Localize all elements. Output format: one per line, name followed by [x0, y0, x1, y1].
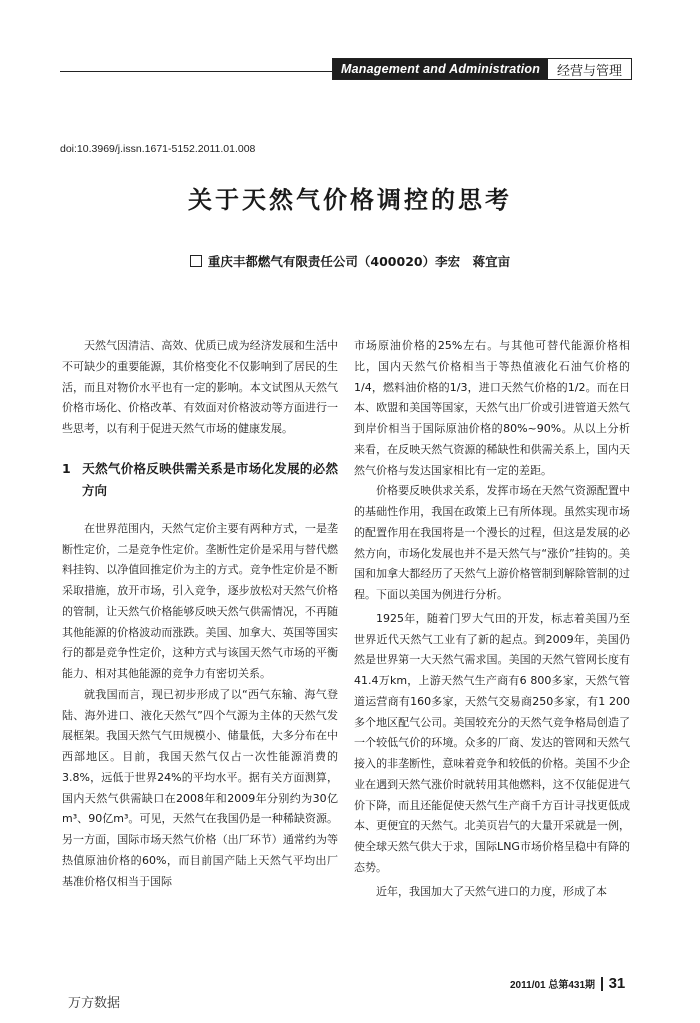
footer-divider	[601, 977, 603, 991]
author-line	[0, 252, 700, 270]
left-column	[62, 336, 338, 892]
abstract-paragraph: 天然气因清洁、高效、优质已成为经济发展和生活中不可缺少的重要能源，其价格变化不仅影响到了居民的生活，而且对物价水平也有一定的影响。本文试图从天然气价格市场化、价格改革、有效面对价格波动等方面进行一些思考，以有利于促进天然气市场的健康发展。	[62, 339, 338, 435]
doi-line: doi:10.3969/j.issn.1671-5152.2011.01.008	[60, 143, 256, 155]
square-bullet-icon	[190, 255, 202, 267]
body-paragraph: 在世界范围内，天然气定价主要有两种方式，一是垄断性定价，二是竞争性定价。垄断性定价是采用与替代燃料挂钩、以净值回推定价为主的方式。竞争性定价是不断采取措施，放开市场，引入竞争，逐步放松对天然气价格的管制，让天然气价格能够反映天然气供需情况，不再随其他能源的价格波动而涨跌。美国、加拿大、英国等国实行的都是竞争性定价，这种方式与该国天然气市场的平衡能力、相对其他能源的竞争力有密切关系。	[62, 521, 338, 680]
body-paragraph: 近年，我国加大了天然气进口的力度，形成了本	[376, 884, 607, 898]
right-column	[354, 336, 630, 902]
issue-label: 2011/01 总第431期	[510, 980, 596, 991]
journal-header	[332, 58, 632, 80]
header-english-label: Management and Administration	[333, 59, 548, 79]
body-paragraph: 1925年，随着门罗大气田的开发，标志着美国乃至世界近代天然气工业有了新的起点。到2009年，美国仍然是世界第一大天然气需求国。美国的天然气管网长度有41.4万km，上游天然气生产商有6 800多家，天然气管道运营商有160多家，天然气交易商250多家，有1 200多个地区配气公司。美国较充分的天然气竞争格局创造了一个较低气价的环境。众多的厂商、发达的管网和天然气接入的非垄断性，意味着竞争和较低的价格。美国不少企业在遇到天然气涨价时就转用其他燃料，这不仅能促进气价下降，而且还能促使天然气生产商千方百计寻找更低成本、更便宜的天然气。北美页岩气的大量开采就是一例，使全球天然气供大于求，国际LNG市场价格呈稳中有降的态势。	[354, 611, 630, 874]
body-paragraph: 价格要反映供求关系，发挥市场在天然气资源配置中的基础性作用，我国在政策上已有所体现。虽然实现市场的配置作用在我国将是一个漫长的过程，但这是发展的必然方向，市场化发展也并不是天然气与“涨价”挂钩的。美国和加拿大都经历了天然气上游价格管制到解除管制的过程。下面以美国为例进行分析。	[354, 484, 630, 601]
header-chinese-label: 经营与管理	[557, 63, 623, 79]
author-text: 重庆丰都燃气有限责任公司（400020）李宏 蒋宜亩	[207, 254, 511, 269]
page-number: 31	[608, 975, 626, 992]
body-paragraph: 就我国而言，现已初步形成了以“西气东输、海气登陆、海外进口、液化天然气”四个气源为主体的天然气发展框架。我国天然气气田规模小、储量低，大多分布在中西部地区。目前，我国天然气仅占一次性能源消费的3.8%，远低于世界24%的平均水平。据有关方面测算，国内天然气供需缺口在2008年和2009年分别约为30亿m³、90亿m³。可见，天然气在我国仍是一种稀缺资源。另一方面，国际市场天然气价格（出厂环节）通常约为等热值原油价格的60%，而目前国产陆上天然气平均出厂基准价格仅相当于国际	[62, 687, 338, 888]
page-footer	[510, 975, 625, 992]
body-paragraph: 市场原油价格的25%左右。与其他可替代能源价格相比，国内天然气价格相当于等热值液化石油气价格的1/4，燃料油价格的1/3，进口天然气价格的1/2。而在日本、欧盟和美国等国家，天然气出厂价或引进管道天然气到岸价相当于国际原油价格的80%~90%。从以上分析来看，在反映天然气资源的稀缺性和供需关系上，国内天然气价格与发达国家相比有一定的差距。	[354, 339, 630, 477]
section-number: 1	[62, 460, 71, 476]
article-title: 关于天然气价格调控的思考	[188, 186, 512, 214]
header-rule	[60, 71, 332, 72]
section-heading	[62, 458, 338, 502]
section-heading-text: 天然气价格反映供需关系是市场化发展的必然方向	[82, 460, 338, 498]
watermark: 万方数据	[68, 996, 121, 1011]
